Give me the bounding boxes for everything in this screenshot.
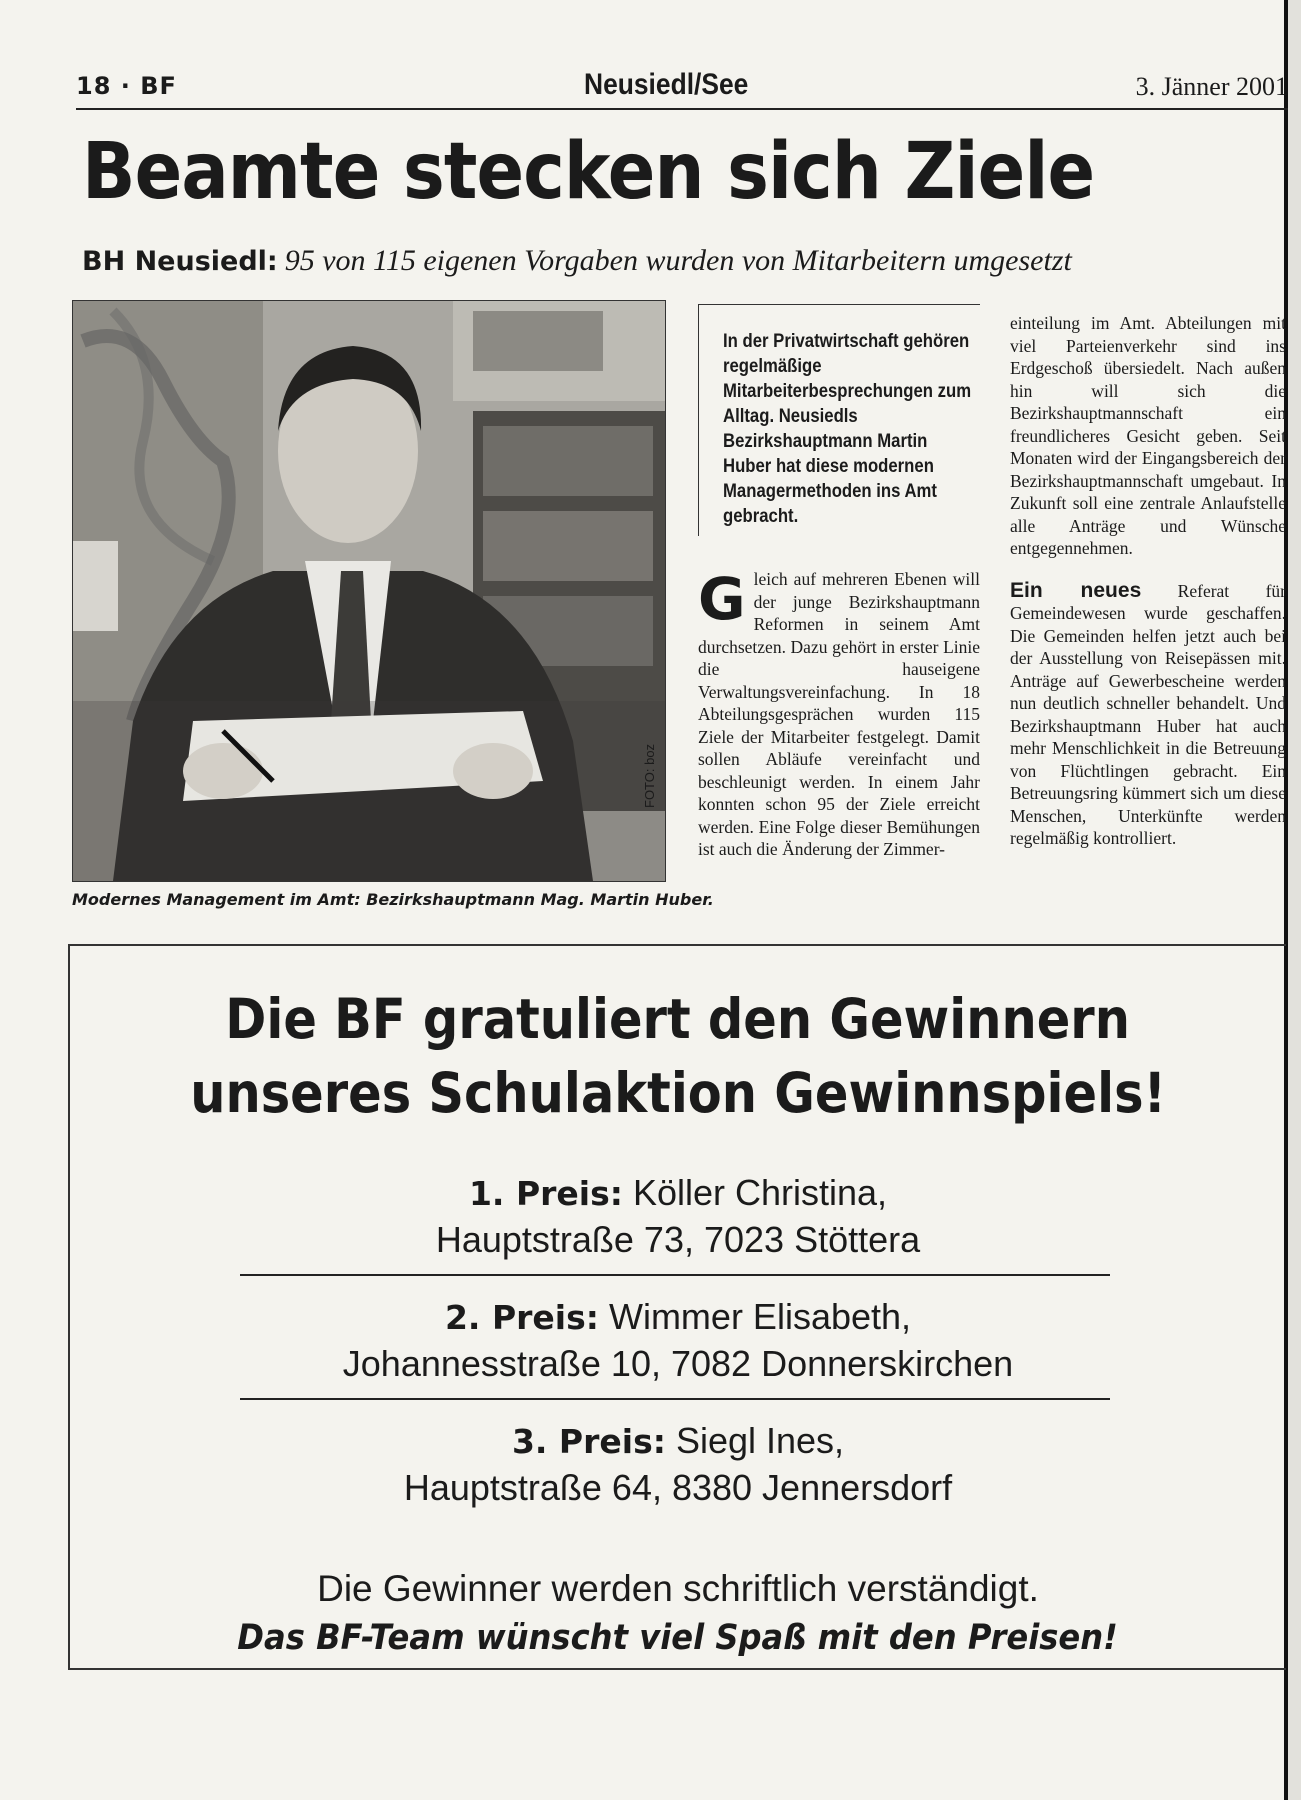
article-body-text: leich auf mehreren Ebenen will der junge Bezirkshauptmann Reformen in seinem Amt durchsetzen. Dazu gehört in erster Linie die hauseigene Verwaltungsvereinfachung. In 18 Abteilungsgesprächen wurden 115 Ziele der Mitarbeiter festgelegt. Damit sollen Abläufe vereinfacht und beschleunigt werden. In einem Jahr konnten schon 95 der Ziele erreicht werden. Eine Folge dieser Bemühungen ist auch die Änderung der Zimmer- xyxy=(698,569,980,859)
section-title: Neusiedl/See xyxy=(584,68,749,101)
teaser-text: In der Privatwirtschaft gehören regelmäßige Mitarbeiterbesprechungen zum Alltag. Neusiedls Bezirkshauptmann Martin Huber hat diese modernen Managermethoden ins Amt gebracht. xyxy=(723,331,972,527)
photo-caption: Modernes Management im Amt: Bezirkshauptmann Mag. Martin Huber. xyxy=(72,890,714,909)
prize-label: 2. Preis: xyxy=(444,1298,599,1337)
subhead-text: 95 von 115 eigenen Vorgaben wurden von Mitarbeitern umgesetzt xyxy=(284,244,1072,277)
page-number: 18 · BF xyxy=(76,72,177,100)
announcement-title-line-1: Die BF gratuliert den Gewinnern xyxy=(225,987,1131,1051)
prize-divider xyxy=(240,1274,1110,1276)
article-body-text: einteilung im Amt. Abteilungen mit viel Parteienverkehr sind ins Erdgeschoß übersiedelt. Nach außen hin will sich die Bezirkshauptmannschaft ein freundlicheres Gesicht geben. Seit Monaten wird der Eingangsbereich der Bezirkshauptmannschaft umgebaut. In Zukunft soll eine zentrale Anlaufstelle alle Anträge und Wünsche entgegennehmen. xyxy=(1010,313,1286,558)
article-subhead xyxy=(82,244,1072,279)
prize-label: 3. Preis: xyxy=(511,1422,666,1461)
prize-entry-2 xyxy=(70,1294,1286,1387)
run-in-heading: Ein neues xyxy=(1010,578,1142,602)
winner-address: Hauptstraße 64, 8380 Jennersdorf xyxy=(403,1467,953,1508)
drop-cap: G xyxy=(698,565,746,633)
issue-date: 3. Jänner 2001 xyxy=(1135,72,1288,101)
photo-credit: FOTO: boz xyxy=(642,743,657,808)
article-headline: Beamte stecken sich Ziele xyxy=(82,127,1095,217)
announcement-title-line-2: unseres Schulaktion Gewinnspiels! xyxy=(190,1061,1166,1125)
article-column-2 xyxy=(698,565,980,861)
subhead-kicker: BH Neusiedl: xyxy=(82,246,278,277)
article-body-paragraph xyxy=(1010,580,1286,850)
photo-illustration xyxy=(73,301,665,881)
winner-name: Köller Christina, xyxy=(632,1172,888,1213)
article-photo xyxy=(72,300,666,882)
winners-announcement-box xyxy=(68,944,1286,1670)
winner-name: Siegl Ines, xyxy=(675,1420,845,1461)
article-body-text: Referat für Gemeindewesen wurde geschaffen. Die Gemeinden helfen jetzt auch bei der Ausstellung von Reisepässen mit. Anträge auf Gewerbescheine werden nun deutlich schneller behandelt. Und Bezirkshauptmann Huber hat auch mehr Menschlichkeit in die Betreuung von Flüchtlingen gebracht. Ein Betreuungsring kümmert sich um diese Menschen, Unterkünfte werden regelmäßig kontrolliert. xyxy=(1010,580,1286,848)
prize-entry-1 xyxy=(70,1170,1286,1263)
page-header xyxy=(76,68,1288,108)
article-column-3 xyxy=(1010,312,1286,850)
header-rule xyxy=(76,108,1288,110)
prize-divider xyxy=(240,1398,1110,1400)
prize-entry-3 xyxy=(70,1418,1286,1511)
article-teaser-box xyxy=(698,304,980,536)
winner-name: Wimmer Elisabeth, xyxy=(608,1296,912,1337)
prize-label: 1. Preis: xyxy=(468,1174,623,1213)
announcement-notice: Die Gewinner werden schriftlich verständigt. xyxy=(317,1568,1039,1609)
announcement-closing: Das BF-Team wünscht viel Spaß mit den Preisen! xyxy=(237,1618,1119,1658)
winner-address: Hauptstraße 73, 7023 Stöttera xyxy=(435,1219,921,1260)
winner-address: Johannesstraße 10, 7082 Donnerskirchen xyxy=(342,1343,1014,1384)
